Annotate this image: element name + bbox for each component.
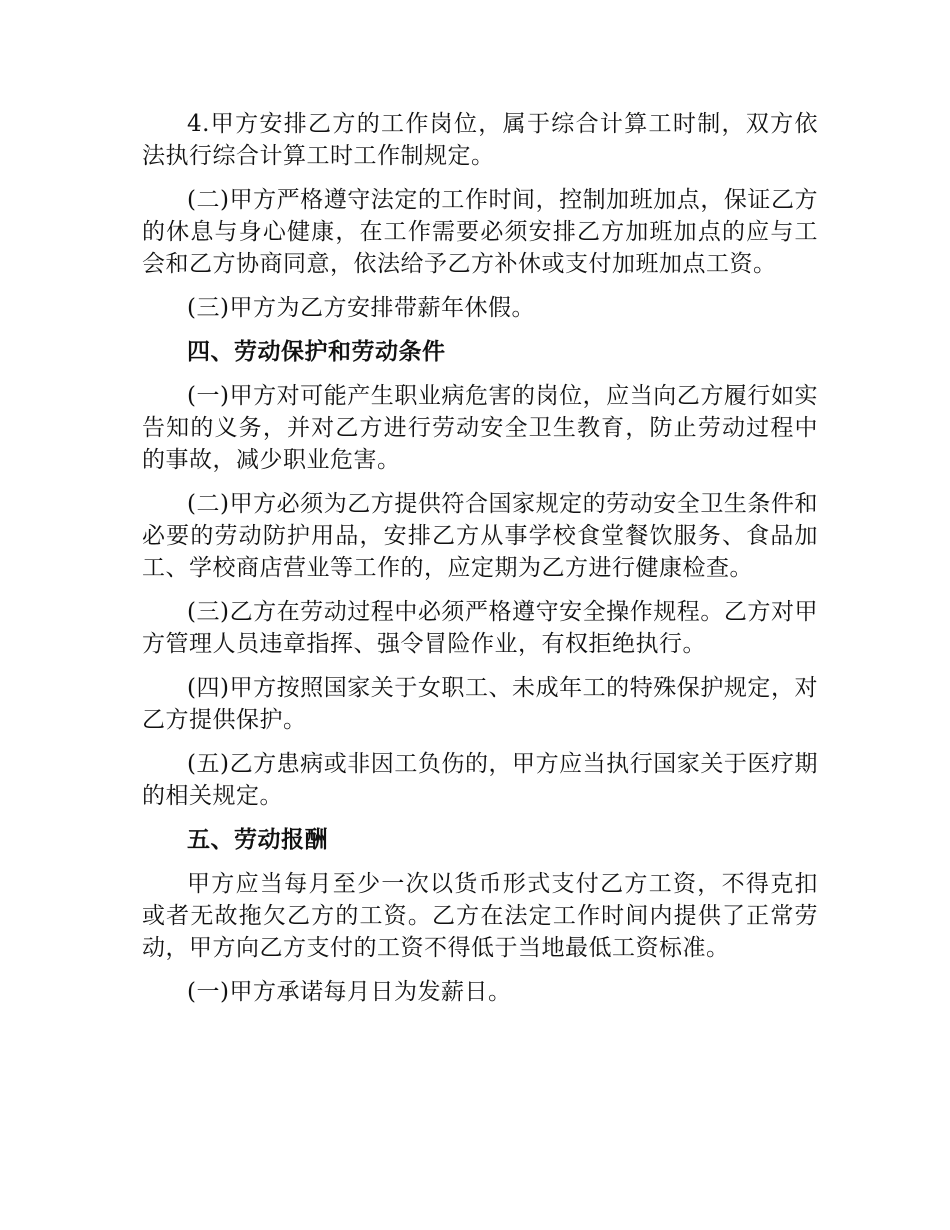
clause-5-1: (一)甲方承诺每月日为发薪日。 [187, 979, 512, 1005]
clause-4-2: (二)甲方必须为乙方提供符合国家规定的劳动安全卫生条件和必要的劳动防护用品，安排乙方从事学校食堂餐饮服务、食品加工、学校商店营业等工作的，应定期为乙方进行健康检查。 [142, 491, 818, 581]
clause-4-1: (一)甲方对可能产生职业病危害的岗位，应当向乙方履行如实告知的义务，并对乙方进行劳动安全卫生教育，防止劳动过程中的事故，减少职业危害。 [142, 383, 818, 473]
section-5-intro: 甲方应当每月至少一次以货币形式支付乙方工资，不得克扣或者无故拖欠乙方的工资。乙方在法定工作时间内提供了正常劳动，甲方向乙方支付的工资不得低于当地最低工资标准。 [142, 871, 818, 961]
section-4-heading: 四、劳动保护和劳动条件 [187, 339, 446, 365]
clause-4-3: (三)乙方在劳动过程中必须严格遵守安全操作规程。乙方对甲方管理人员违章指挥、强令冒险作业，有权拒绝执行。 [142, 599, 818, 657]
clause-4-4: (四)甲方按照国家关于女职工、未成年工的特殊保护规定，对乙方提供保护。 [142, 675, 818, 733]
clause-3-3: (三)甲方为乙方安排带薪年休假。 [187, 295, 535, 321]
clause-4-5: (五)乙方患病或非因工负伤的，甲方应当执行国家关于医疗期的相关规定。 [142, 751, 818, 809]
section-5-heading: 五、劳动报酬 [187, 827, 328, 853]
clause-3-2: (二)甲方严格遵守法定的工作时间，控制加班加点，保证乙方的休息与身心健康，在工作需要必须安排乙方加班加点的应与工会和乙方协商同意，依法给予乙方补休或支付加班加点工资。 [142, 187, 818, 277]
clause-3-1-4: 4.甲方安排乙方的工作岗位，属于综合计算工时制，双方依法执行综合计算工时工作制规定。 [142, 111, 818, 169]
document-page [142, 108, 818, 1020]
